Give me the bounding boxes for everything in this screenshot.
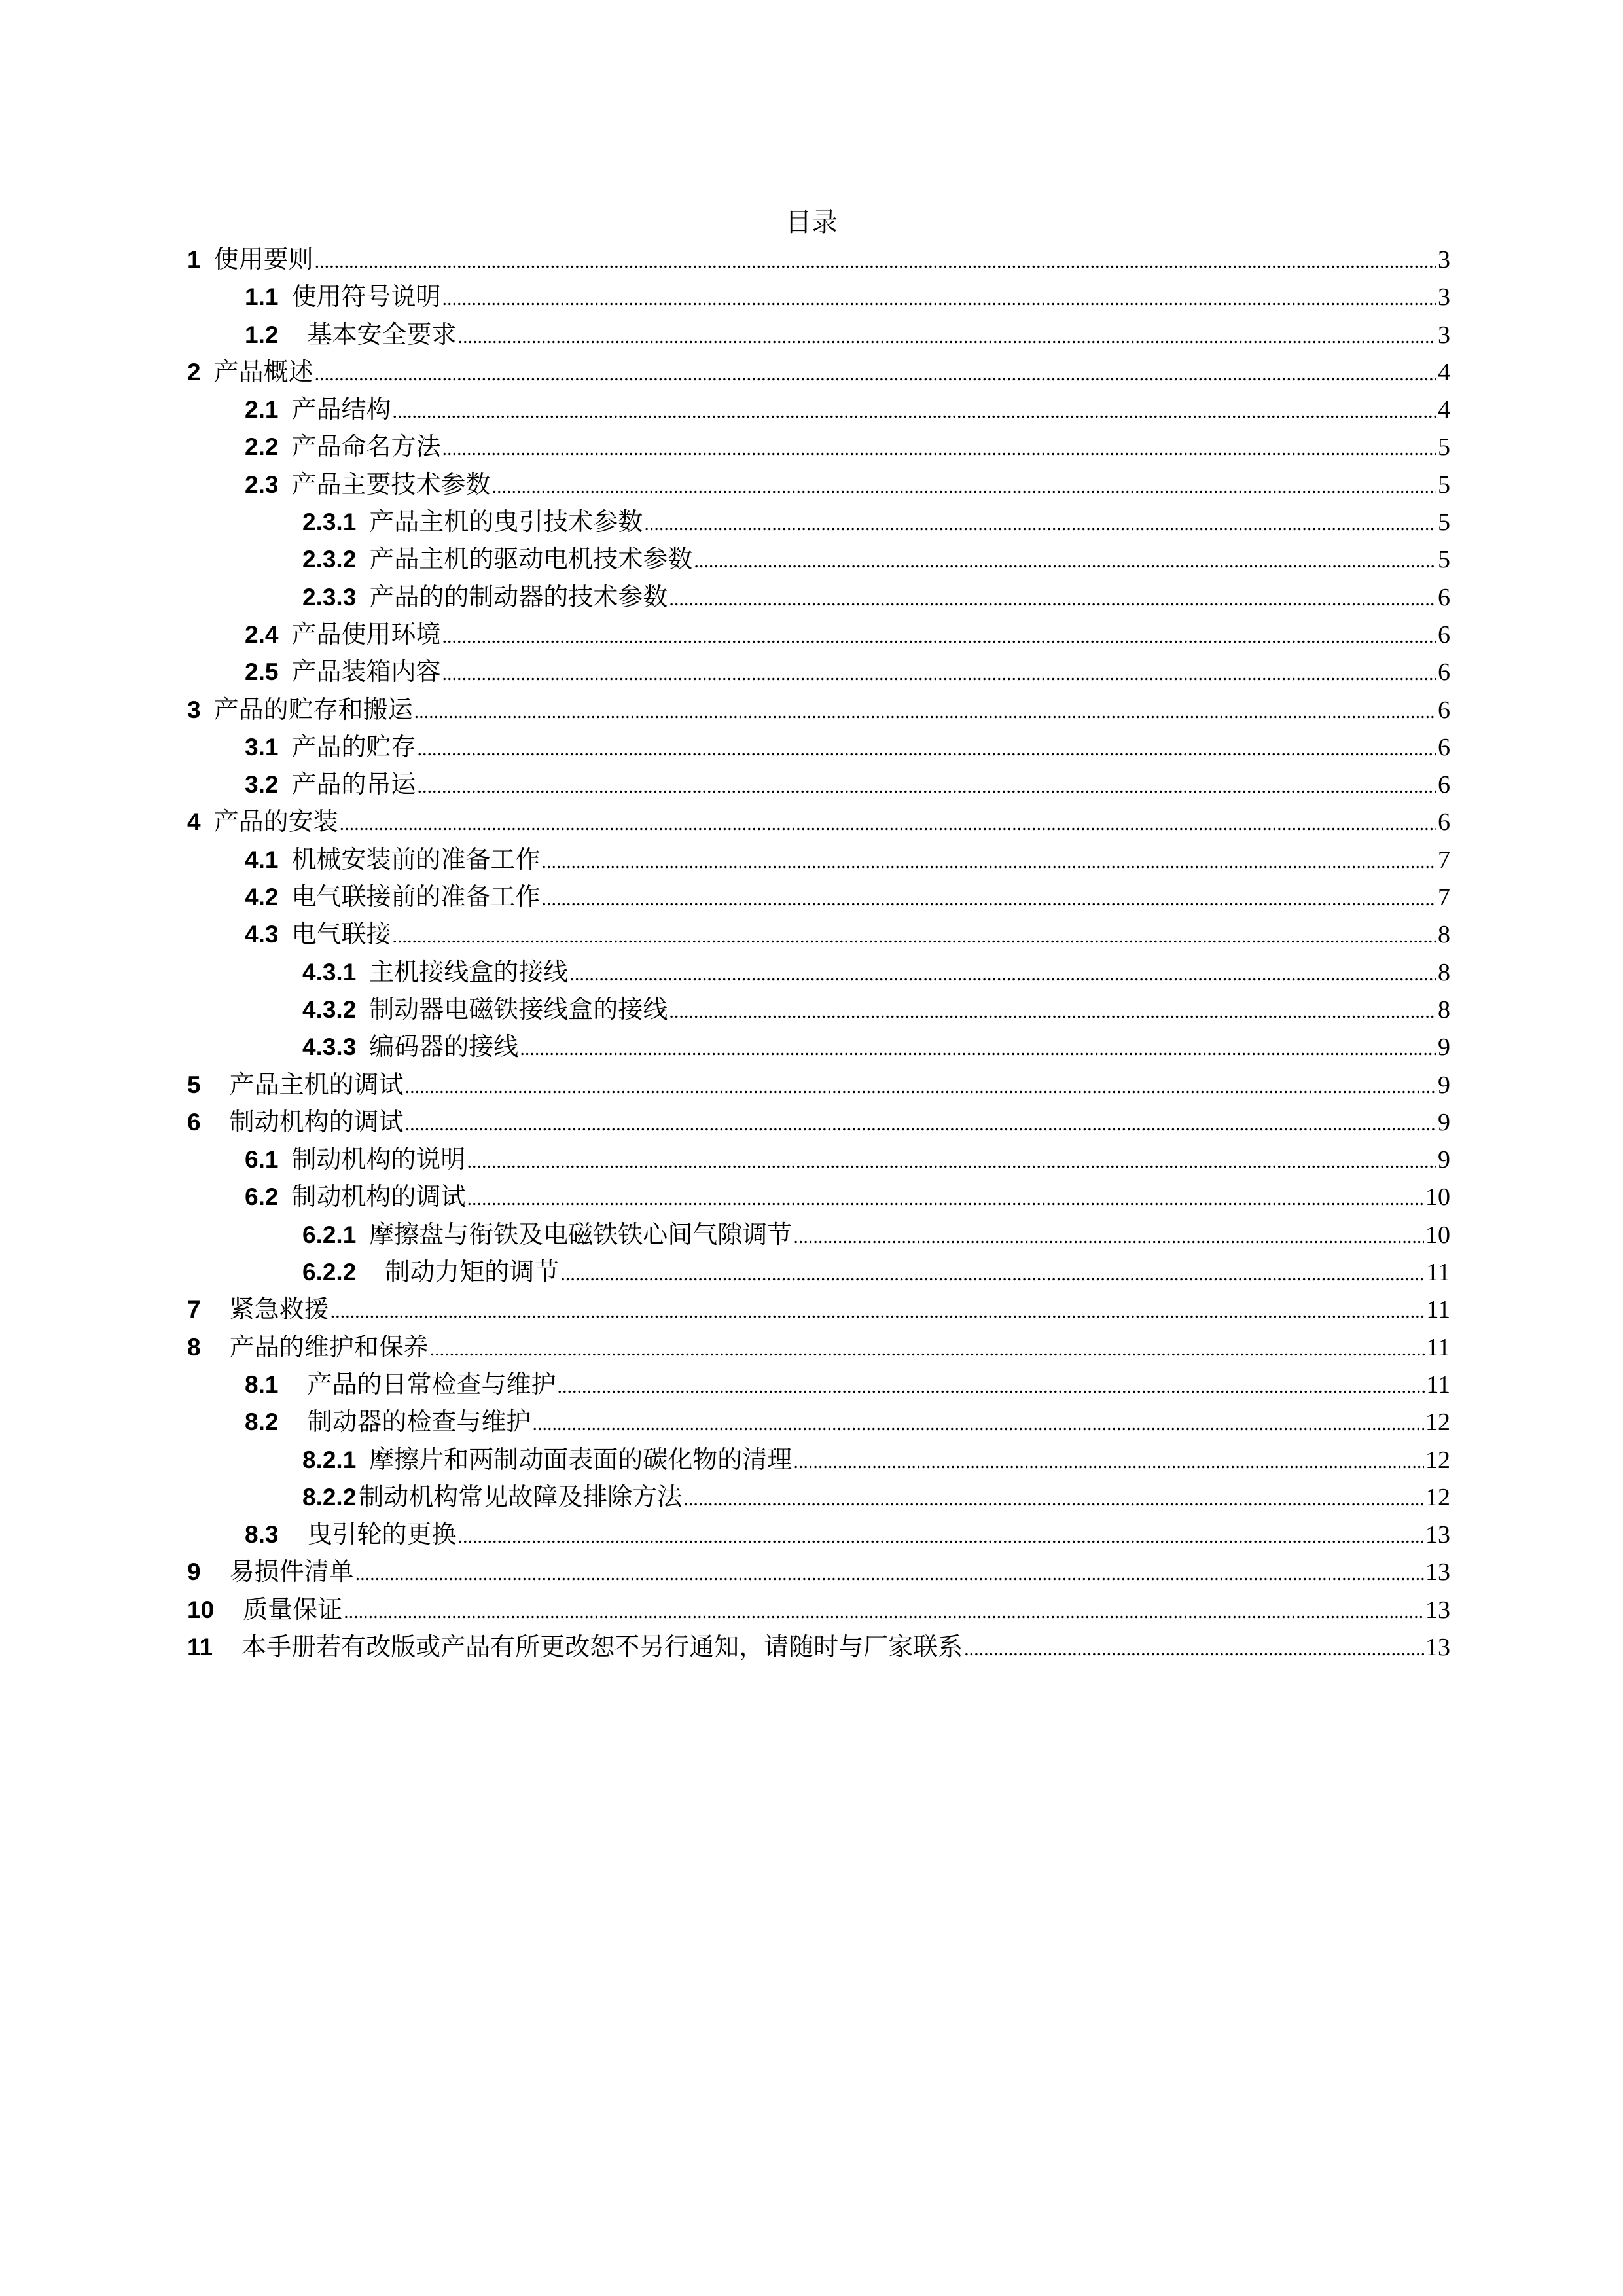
toc-entry-title: 基本安全要求 xyxy=(307,319,457,349)
dot-leader xyxy=(683,1480,1424,1518)
toc-entry xyxy=(187,1628,1450,1666)
toc-entry xyxy=(187,278,1450,315)
toc-entry-number: 9 xyxy=(187,1558,201,1586)
toc-entry-title: 产品主机的曳引技术参数 xyxy=(369,507,643,537)
dot-leader xyxy=(541,880,1436,918)
toc-entry-title: 产品主机的调试 xyxy=(229,1069,404,1099)
dot-leader xyxy=(417,730,1436,768)
toc-entry-title: 紧急救援 xyxy=(229,1295,329,1324)
toc-entry xyxy=(187,428,1450,465)
toc-entry-number: 8.2.1 xyxy=(302,1446,357,1473)
toc-entry-title: 制动机构常见故障及排除方法 xyxy=(359,1482,683,1511)
dot-leader xyxy=(793,1218,1424,1255)
toc-entry xyxy=(187,1178,1450,1215)
toc-entry-page-number: 9 xyxy=(1438,1108,1450,1136)
toc-entry-title: 产品主要技术参数 xyxy=(291,469,491,499)
toc-entry-page-number: 6 xyxy=(1438,808,1450,836)
toc-entry-title: 机械安装前的准备工作 xyxy=(291,844,541,874)
dot-leader xyxy=(392,918,1436,955)
toc-entry-title: 产品命名方法 xyxy=(291,432,441,461)
toc-entry xyxy=(187,878,1450,916)
toc-entry-title: 制动力矩的调节 xyxy=(385,1257,560,1287)
toc-entry-number: 2.1 xyxy=(245,396,279,423)
toc-entry xyxy=(187,503,1450,541)
toc-entry-number: 8 xyxy=(187,1333,201,1361)
toc-entry xyxy=(187,841,1450,878)
toc-entry-number: 2 xyxy=(187,358,201,386)
toc-entry xyxy=(187,391,1450,428)
toc-entry xyxy=(187,316,1450,353)
toc-entry-page-number: 6 xyxy=(1438,658,1450,687)
dot-leader xyxy=(491,468,1436,505)
toc-entry-number: 6.1 xyxy=(245,1146,279,1174)
toc-entry-title: 产品结构 xyxy=(291,395,391,424)
toc-entry-page-number: 8 xyxy=(1438,958,1450,986)
toc-entry-title: 编码器的接线 xyxy=(369,1032,519,1062)
toc-entry-number: 11 xyxy=(187,1633,213,1660)
toc-entry-number: 3 xyxy=(187,696,201,723)
toc-entry-number: 4.3.2 xyxy=(302,996,357,1023)
dot-leader xyxy=(560,1255,1425,1293)
toc-entry xyxy=(187,1591,1450,1628)
toc-entry-number: 4.2 xyxy=(245,884,279,911)
dot-leader xyxy=(669,581,1436,618)
toc-entry xyxy=(187,728,1450,766)
toc-entry-title: 产品的的制动器的技术参数 xyxy=(369,582,668,611)
toc-entry-number: 1 xyxy=(187,246,201,273)
toc-entry xyxy=(187,466,1450,503)
toc-entry-title: 使用符号说明 xyxy=(291,282,441,312)
toc-entry-number: 4.3.3 xyxy=(302,1033,357,1061)
toc-entry-page-number: 4 xyxy=(1438,396,1450,424)
toc-entry xyxy=(187,766,1450,803)
toc-entry-number: 3.2 xyxy=(245,771,279,798)
dot-leader xyxy=(442,280,1436,317)
dot-leader xyxy=(964,1630,1424,1668)
dot-leader xyxy=(793,1443,1424,1480)
toc-entry-number: 2.4 xyxy=(245,620,279,648)
dot-leader xyxy=(694,543,1436,580)
toc-entry-page-number: 10 xyxy=(1425,1221,1450,1249)
toc-entry-page-number: 4 xyxy=(1438,358,1450,386)
dot-leader xyxy=(392,393,1436,430)
toc-entry-number: 10 xyxy=(187,1596,215,1623)
toc-entry-page-number: 5 xyxy=(1438,509,1450,537)
toc-entry-page-number: 6 xyxy=(1438,583,1450,611)
table-of-contents xyxy=(187,241,1450,1666)
toc-entry-page-number: 13 xyxy=(1425,1633,1450,1661)
dot-leader xyxy=(442,430,1436,467)
toc-entry-title: 产品概述 xyxy=(213,357,313,386)
dot-leader xyxy=(467,1180,1424,1217)
toc-entry-title: 产品装箱内容 xyxy=(291,657,441,687)
dot-leader xyxy=(344,1593,1424,1630)
toc-entry xyxy=(187,1141,1450,1178)
dot-leader xyxy=(669,993,1436,1030)
dot-leader xyxy=(442,655,1436,692)
dot-leader xyxy=(520,1030,1436,1067)
toc-entry-title: 制动机构的说明 xyxy=(291,1145,466,1174)
dot-leader xyxy=(532,1405,1424,1443)
toc-entry xyxy=(187,1103,1450,1141)
dot-leader xyxy=(467,1143,1436,1180)
toc-entry-number: 7 xyxy=(187,1296,201,1323)
toc-entry-title: 产品的日常检查与维护 xyxy=(307,1369,556,1399)
toc-entry-title: 电气联接前的准备工作 xyxy=(291,882,541,912)
dot-leader xyxy=(557,1368,1425,1405)
toc-entry-page-number: 5 xyxy=(1438,471,1450,499)
toc-entry-page-number: 7 xyxy=(1438,846,1450,874)
dot-leader xyxy=(541,843,1436,880)
toc-entry-number: 1.2 xyxy=(245,321,279,348)
toc-entry-title: 主机接线盒的接线 xyxy=(369,957,569,986)
toc-entry-page-number: 3 xyxy=(1438,246,1450,274)
toc-entry-page-number: 12 xyxy=(1425,1408,1450,1437)
dot-leader xyxy=(457,318,1436,355)
dot-leader xyxy=(430,1331,1425,1368)
dot-leader xyxy=(315,355,1436,393)
dot-leader xyxy=(405,1068,1436,1105)
toc-entry-page-number: 5 xyxy=(1438,433,1450,461)
toc-entry-page-number: 6 xyxy=(1438,696,1450,724)
toc-entry xyxy=(187,1066,1450,1103)
toc-entry xyxy=(187,353,1450,391)
toc-entry xyxy=(187,1028,1450,1066)
toc-entry-page-number: 9 xyxy=(1438,1071,1450,1099)
toc-entry-number: 4.3.1 xyxy=(302,958,357,986)
toc-entry-page-number: 3 xyxy=(1438,321,1450,349)
toc-entry-title: 产品的吊运 xyxy=(291,770,416,799)
dot-leader xyxy=(457,1518,1424,1555)
dot-leader xyxy=(340,805,1436,842)
toc-entry-number: 2.3.2 xyxy=(302,546,357,573)
toc-entry-number: 5 xyxy=(187,1071,201,1098)
toc-entry xyxy=(187,803,1450,840)
toc-entry-title: 摩擦盘与衔铁及电磁铁铁心间气隙调节 xyxy=(369,1219,793,1249)
toc-entry xyxy=(187,1441,1450,1479)
dot-leader xyxy=(355,1555,1424,1592)
toc-entry xyxy=(187,616,1450,653)
toc-entry-page-number: 11 xyxy=(1426,1296,1450,1324)
toc-entry-number: 6.2.2 xyxy=(302,1259,357,1286)
toc-entry-title: 电气联接 xyxy=(291,920,391,949)
toc-entry-title: 制动机构的调试 xyxy=(229,1107,404,1136)
toc-entry xyxy=(187,541,1450,578)
toc-entry-title: 制动器电磁铁接线盒的接线 xyxy=(369,994,668,1024)
toc-entry xyxy=(187,954,1450,991)
toc-entry xyxy=(187,1366,1450,1403)
toc-entry-title: 使用要则 xyxy=(213,245,313,274)
toc-entry-number: 6.2.1 xyxy=(302,1221,357,1248)
toc-entry-title: 质量保证 xyxy=(243,1594,343,1624)
toc-entry-number: 2.3.3 xyxy=(302,583,357,611)
toc-entry xyxy=(187,991,1450,1028)
toc-entry-page-number: 7 xyxy=(1438,884,1450,912)
toc-entry-title: 产品主机的驱动电机技术参数 xyxy=(369,545,693,574)
toc-entry-title: 摩擦片和两制动面表面的碳化物的清理 xyxy=(369,1444,793,1474)
toc-entry xyxy=(187,1553,1450,1590)
toc-entry xyxy=(187,1253,1450,1291)
toc-entry-number: 3.1 xyxy=(245,733,279,761)
toc-entry-page-number: 11 xyxy=(1426,1371,1450,1399)
toc-entry-page-number: 6 xyxy=(1438,733,1450,761)
toc-entry-page-number: 8 xyxy=(1438,921,1450,949)
toc-entry-title: 曳引轮的更换 xyxy=(307,1520,457,1549)
toc-entry xyxy=(187,1403,1450,1441)
toc-entry-page-number: 5 xyxy=(1438,546,1450,574)
toc-entry-page-number: 10 xyxy=(1425,1183,1450,1211)
dot-leader xyxy=(315,243,1436,280)
toc-entry-title: 产品使用环境 xyxy=(291,619,441,649)
toc-entry xyxy=(187,1516,1450,1553)
toc-entry xyxy=(187,579,1450,616)
toc-entry xyxy=(187,1216,1450,1253)
dot-leader xyxy=(330,1293,1425,1330)
toc-entry-page-number: 6 xyxy=(1438,771,1450,799)
toc-entry-number: 2.3 xyxy=(245,471,279,498)
toc-entry-title: 产品的安装 xyxy=(213,807,338,836)
toc-entry-page-number: 11 xyxy=(1426,1259,1450,1287)
toc-entry-number: 4.3 xyxy=(245,921,279,948)
toc-entry-title: 产品的贮存 xyxy=(291,732,416,761)
toc-entry xyxy=(187,1291,1450,1328)
toc-entry-title: 产品的贮存和搬运 xyxy=(213,694,413,724)
toc-entry-number: 8.3 xyxy=(245,1521,279,1549)
toc-entry-page-number: 13 xyxy=(1425,1521,1450,1549)
toc-entry-number: 8.1 xyxy=(245,1371,279,1398)
toc-entry-title: 产品的维护和保养 xyxy=(229,1332,429,1361)
toc-entry-number: 6.2 xyxy=(245,1183,279,1211)
toc-entry-number: 2.5 xyxy=(245,658,279,686)
toc-entry xyxy=(187,241,1450,278)
toc-entry-page-number: 3 xyxy=(1438,283,1450,312)
toc-entry xyxy=(187,916,1450,953)
dot-leader xyxy=(414,693,1436,730)
toc-entry-page-number: 12 xyxy=(1425,1446,1450,1474)
toc-entry xyxy=(187,1479,1450,1516)
toc-entry-title: 制动器的检查与维护 xyxy=(307,1407,531,1437)
toc-entry xyxy=(187,1329,1450,1366)
toc-entry-number: 2.2 xyxy=(245,433,279,461)
dot-leader xyxy=(569,956,1436,993)
toc-entry-page-number: 11 xyxy=(1426,1333,1450,1361)
toc-entry-page-number: 9 xyxy=(1438,1033,1450,1062)
toc-entry-page-number: 6 xyxy=(1438,620,1450,649)
dot-leader xyxy=(644,505,1436,543)
toc-entry xyxy=(187,653,1450,691)
dot-leader xyxy=(405,1105,1436,1143)
toc-entry-title: 制动机构的调试 xyxy=(291,1182,466,1211)
toc-entry-number: 4.1 xyxy=(245,846,279,873)
toc-entry xyxy=(187,691,1450,728)
dot-leader xyxy=(417,768,1436,805)
toc-entry-page-number: 13 xyxy=(1425,1558,1450,1587)
toc-entry-page-number: 9 xyxy=(1438,1146,1450,1174)
toc-entry-number: 4 xyxy=(187,808,201,836)
toc-entry-number: 6 xyxy=(187,1108,201,1136)
toc-entry-number: 2.3.1 xyxy=(302,509,357,536)
toc-entry-page-number: 12 xyxy=(1425,1483,1450,1511)
toc-title: 目录 xyxy=(785,207,838,238)
toc-entry-number: 8.2 xyxy=(245,1408,279,1436)
toc-entry-title: 易损件清单 xyxy=(229,1557,354,1587)
toc-entry-number: 8.2.2 xyxy=(302,1483,357,1511)
toc-entry-page-number: 8 xyxy=(1438,996,1450,1024)
toc-entry-number: 1.1 xyxy=(245,283,279,311)
toc-entry-title: 本手册若有改版或产品有所更改恕不另行通知，请随时与厂家联系 xyxy=(241,1632,963,1661)
dot-leader xyxy=(442,618,1436,655)
toc-entry-page-number: 13 xyxy=(1425,1596,1450,1624)
